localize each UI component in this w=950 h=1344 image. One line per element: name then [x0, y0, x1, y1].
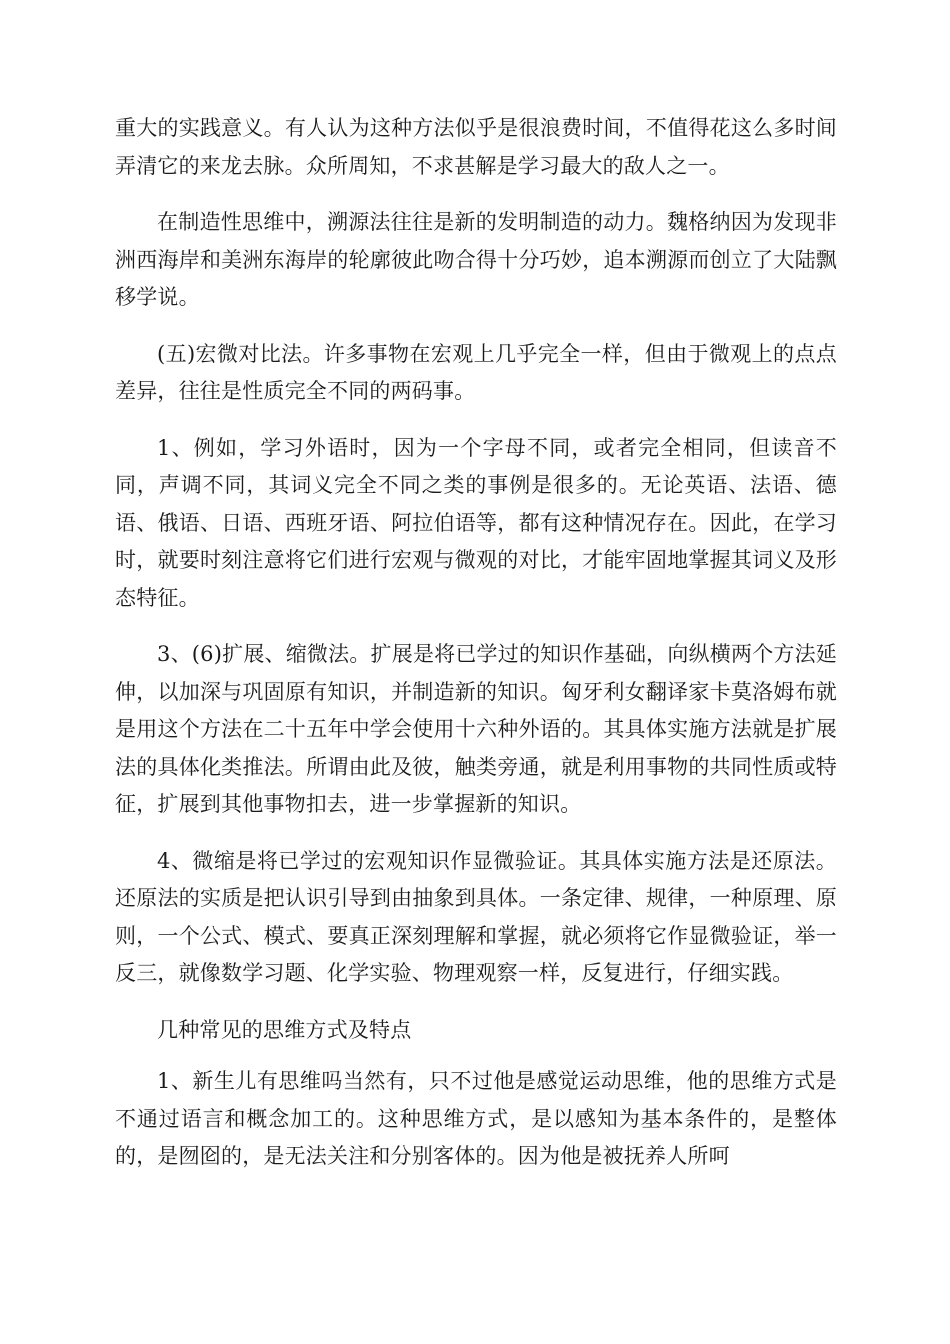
paragraph-miniaturization-method: 4、微缩是将已学过的宏观知识作显微验证。其具体实施方法是还原法。还原法的实质是把认识引导到由抽象到具体。一条定律、规律，一种原理、原则，一个公式、模式、要真正深刻理解和掌握，就必须将它作显微验证，举一反三，就像数学习题、化学实验、物理观察一样，反复进行，仔细实践。 [115, 848, 837, 985]
paragraph-expansion-method: 3、(6)扩展、缩微法。扩展是将已学过的知识作基础，向纵横两个方法延伸，以加深与巩固原有知识，并制造新的知识。匈牙利女翻译家卡莫洛姆布就是用这个方法在二十五年中学会使用十六种外语的。其具体实施方法就是扩展法的具体化类推法。所谓由此及彼，触类旁通，就是利用事物的共同性质或特征，扩展到其他事物扣去，进一步掌握新的知识。 [115, 642, 837, 816]
paragraph-continuation: 重大的实践意义。有人认为这种方法似乎是很浪费时间，不值得花这么多时间弄清它的来龙去脉。众所周知，不求甚解是学习最大的敌人之一。 [115, 116, 837, 178]
paragraph-newborn-thinking: 1、新生儿有思维吗当然有，只不过他是感觉运动思维，他的思维方式是不通过语言和概念加工的。这种思维方式，是以感知为基本条件的，是整体的，是囫囵的，是无法关注和分别客体的。因为他是被抚养人所呵 [115, 1069, 837, 1168]
document-page [115, 110, 837, 1195]
paragraph-foreign-language-example: 1、例如，学习外语时，因为一个字母不同，或者完全相同，但读音不同，声调不同，其词义完全不同之类的事例是很多的。无论英语、法语、德语、俄语、日语、西班牙语、阿拉伯语等，都有这种情况存在。因此，在学习时，就要时刻注意将它们进行宏观与微观的对比，才能牢固地掌握其词义及形态特征。 [115, 435, 837, 610]
section-heading: 几种常见的思维方式及特点 [157, 1017, 412, 1042]
paragraph-tracing-method: 在制造性思维中，溯源法往往是新的发明制造的动力。魏格纳因为发现非洲西海岸和美洲东海岸的轮廓彼此吻合得十分巧妙，追本溯源而创立了大陆飘移学说。 [115, 210, 837, 309]
paragraph-macro-micro-comparison: (五)宏微对比法。许多事物在宏观上几乎完全一样，但由于微观上的点点差异，往往是性质完全不同的两码事。 [115, 341, 837, 403]
